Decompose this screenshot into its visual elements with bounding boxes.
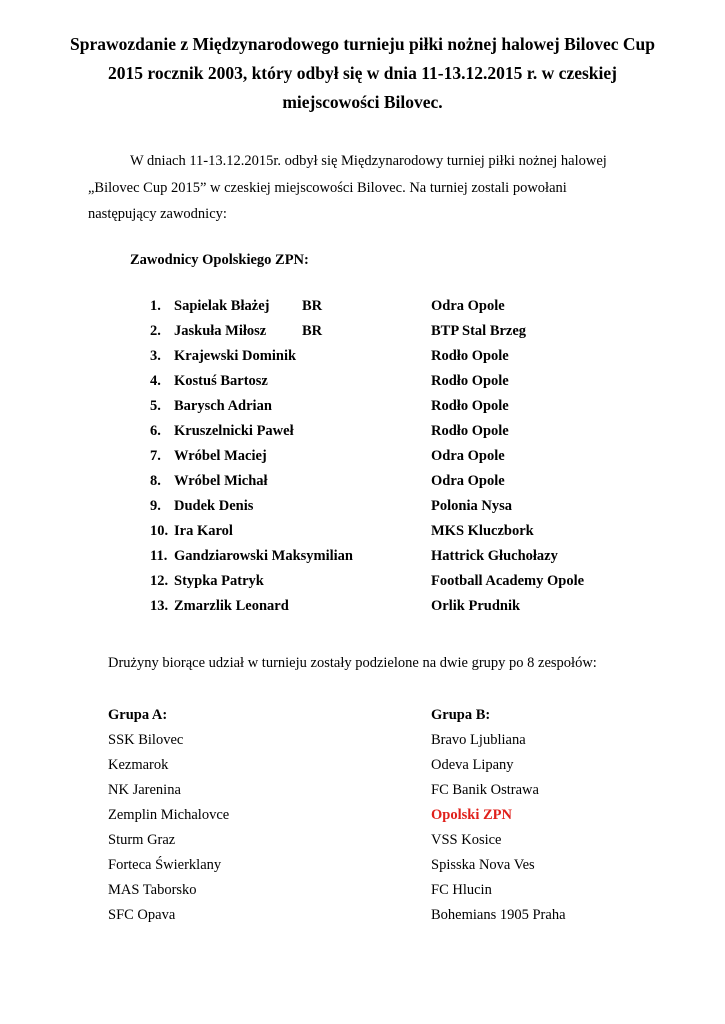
group-b-team: Bohemians 1905 Praha — [431, 907, 566, 923]
player-row — [0, 473, 725, 498]
player-number: 3. — [150, 348, 161, 364]
group-b-team-highlighted: Opolski ZPN — [431, 807, 512, 823]
player-number: 7. — [150, 448, 161, 464]
groups-intro-paragraph: Drużyny biorące udział w turnieju zostały podzielone na dwie grupy po 8 zespołów: — [108, 655, 597, 671]
group-b-team: Spisska Nova Ves — [431, 857, 535, 873]
player-number: 2. — [150, 323, 161, 339]
group-a-title: Grupa A: — [108, 707, 168, 723]
group-a-team: Zemplin Michalovce — [108, 807, 230, 823]
group-b-title: Grupa B: — [431, 707, 491, 723]
player-club: Odra Opole — [431, 448, 505, 464]
group-b-team: FC Banik Ostrawa — [431, 782, 539, 798]
player-row — [0, 373, 725, 398]
player-name: Kruszelnicki Paweł — [174, 423, 294, 439]
group-a-team: SSK Bilovec — [108, 732, 184, 748]
player-row — [0, 548, 725, 573]
group-a-team: Forteca Świerklany — [108, 857, 222, 873]
player-club: Rodło Opole — [431, 373, 509, 389]
group-b-team: Odeva Lipany — [431, 757, 514, 773]
player-club: Polonia Nysa — [431, 498, 512, 514]
player-club: MKS Kluczbork — [431, 523, 534, 539]
player-number: 9. — [150, 498, 161, 514]
player-club: Odra Opole — [431, 298, 505, 314]
player-number: 4. — [150, 373, 161, 389]
group-b-column — [431, 703, 566, 928]
player-club: BTP Stal Brzeg — [431, 323, 527, 339]
player-number: 13. — [150, 598, 169, 614]
player-name: Gandziarowski Maksymilian — [174, 548, 353, 564]
player-name: Kostuś Bartosz — [174, 373, 268, 389]
player-tag: BR — [302, 323, 323, 339]
report-title: Sprawozdanie z Międzynarodowego turnieju piłki nożnej halowej Bilovec Cup 2015 rocznik 2003, który odbył się w dnia 11-13.12.2015 r. w czeskiej miejscowości Bilovec. — [70, 34, 655, 112]
player-name: Jaskuła Miłosz — [174, 323, 267, 339]
player-row — [0, 323, 725, 348]
player-name: Zmarzlik Leonard — [174, 598, 289, 614]
player-row — [0, 448, 725, 473]
player-club: Hattrick Głuchołazy — [431, 548, 558, 564]
player-club: Rodło Opole — [431, 423, 509, 439]
group-a-team: SFC Opava — [108, 907, 176, 923]
player-row — [0, 298, 725, 323]
player-club: Rodło Opole — [431, 398, 509, 414]
player-club: Football Academy Opole — [431, 573, 585, 589]
player-number: 5. — [150, 398, 161, 414]
player-number: 6. — [150, 423, 161, 439]
group-b-team: Bravo Ljubliana — [431, 732, 526, 748]
player-name: Stypka Patryk — [174, 573, 264, 589]
player-club: Rodło Opole — [431, 348, 509, 364]
player-row — [0, 598, 725, 623]
group-a-team: Sturm Graz — [108, 832, 176, 848]
group-a-team: NK Jarenina — [108, 782, 181, 798]
players-heading: Zawodnicy Opolskiego ZPN: — [130, 252, 309, 268]
player-row — [0, 573, 725, 598]
player-name: Krajewski Dominik — [174, 348, 297, 364]
intro-paragraph: W dniach 11-13.12.2015r. odbył się Międzynarodowy turniej piłki nożnej halowej „Bilovec Cup 2015” w czeskiej miejscowości Bilovec. Na turniej zostali powołani następujący zawodnicy: — [88, 153, 607, 222]
player-name: Ira Karol — [174, 523, 233, 539]
player-number: 11. — [150, 548, 168, 564]
player-name: Wróbel Maciej — [174, 448, 267, 464]
player-club: Orlik Prudnik — [431, 598, 521, 614]
player-number: 10. — [150, 523, 169, 539]
player-row — [0, 398, 725, 423]
player-tag: BR — [302, 298, 323, 314]
player-row — [0, 423, 725, 448]
group-b-team: FC Hlucin — [431, 882, 492, 898]
player-number: 1. — [150, 298, 161, 314]
group-a-team: Kezmarok — [108, 757, 169, 773]
player-row — [0, 348, 725, 373]
player-row — [0, 523, 725, 548]
player-name: Sapielak Błażej — [174, 298, 270, 314]
player-name: Dudek Denis — [174, 498, 254, 514]
player-number: 12. — [150, 573, 169, 589]
player-name: Wróbel Michał — [174, 473, 268, 489]
group-b-team: VSS Kosice — [431, 832, 502, 848]
player-name: Barysch Adrian — [174, 398, 272, 414]
player-club: Odra Opole — [431, 473, 505, 489]
player-row — [0, 498, 725, 523]
group-a-team: MAS Taborsko — [108, 882, 197, 898]
player-number: 8. — [150, 473, 161, 489]
group-a-column — [108, 703, 229, 928]
